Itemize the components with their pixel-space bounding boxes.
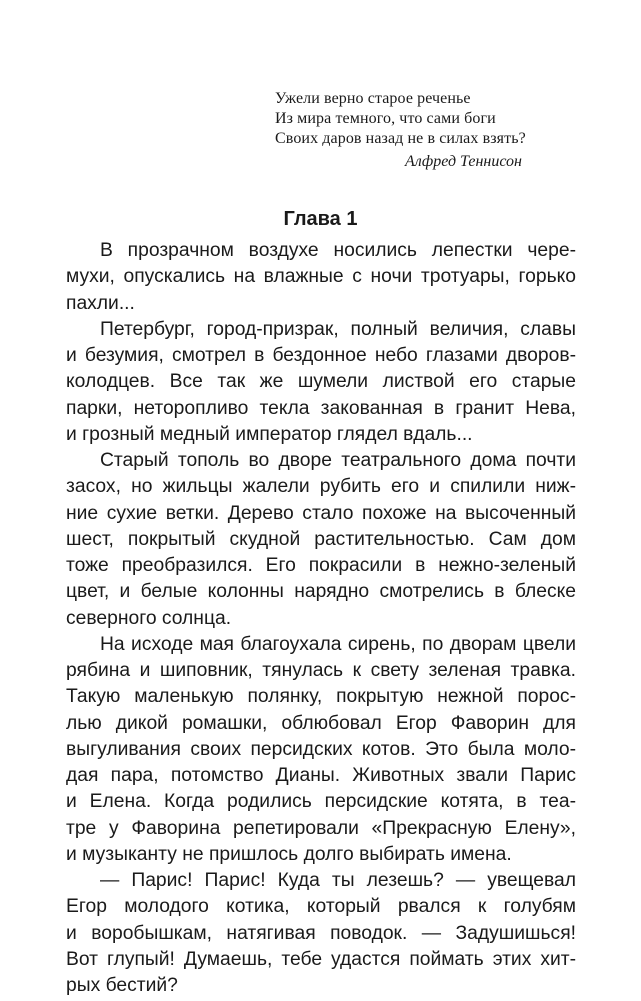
text-line: — Парис! Парис! Куда ты лезешь? — увещевал [100,870,576,891]
text-line: выгуливания своих персидских котов. Это была моло- [66,738,576,760]
text-line: Егор молодого котика, который рвался к голубям [66,896,576,918]
text-line: Старый тополь во дворе театрального дома почти [100,450,576,471]
text-line: колодцев. Все так же шумели листвой его старые [66,371,576,393]
text-line: Такую маленькую полянку, покрытую нежной порос- [66,686,576,708]
text-line: и музыканту не пришлось долго выбирать имена. [66,843,512,865]
epigraph-author: Алфред Теннисон [404,153,522,170]
text-line: Вот глупый! Думаешь, тебе удастся поймать этих хит- [66,948,576,970]
text-line: пахли... [66,292,135,314]
text-line: и воробышкам, натягивая поводок. — Задушишься! [66,922,576,944]
text-line: дая пара, потомство Дианы. Животных звали Парис [66,765,576,786]
text-line: северного солнца. [66,607,232,629]
text-line: мухи, опускались на влажные с ночи тротуары, горько [66,266,576,288]
epigraph [275,89,575,149]
text-line: и безумия, смотрел в бездонное небо глазами дворов- [66,345,576,366]
text-line: Петербург, город-призрак, полный величия, славы [100,318,576,340]
epigraph-line: Своих даров назад не в силах взять? [275,130,526,147]
chapter-body [66,238,576,999]
text-line: ние сухие ветки. Дерево стало похоже на высоченный [66,502,576,524]
text-line: шест, покрытый скудной растительностью. Сам дом [66,528,576,550]
text-line: тоже преобразился. Его покрасили в нежно-зеленый [66,555,576,576]
epigraph-line: Ужели верно старое реченье [275,90,471,107]
text-line: В прозрачном воздухе носились лепестки чере- [100,240,576,261]
text-line: парки, неторопливо текла закованная в гранит Нева, [66,397,576,419]
text-line: и грозный медный император глядел вдаль... [66,423,473,445]
text-line: рябина и шиповник, тянулась к свету зеленая травка. [66,660,576,681]
text-line: цвет, и белые колонны нарядно смотрелись в блеске [66,581,576,603]
text-line: тре у Фаворина репетировали «Прекрасную Елену», [66,817,576,839]
text-line: и Елена. Когда родились персидские котята, в теа- [66,791,576,813]
text-line: засох, но жильцы жалели рубить его и спилили ниж- [66,476,576,498]
text-line: рых бестий? [66,975,178,996]
text-line: На исходе мая благоухала сирень, по дворам цвели [100,633,576,655]
text-line: лью дикой ромашки, облюбовал Егор Фаворин для [66,712,576,734]
chapter-title: Глава 1 [283,208,358,230]
epigraph-line: Из мира темного, что сами боги [275,110,496,127]
